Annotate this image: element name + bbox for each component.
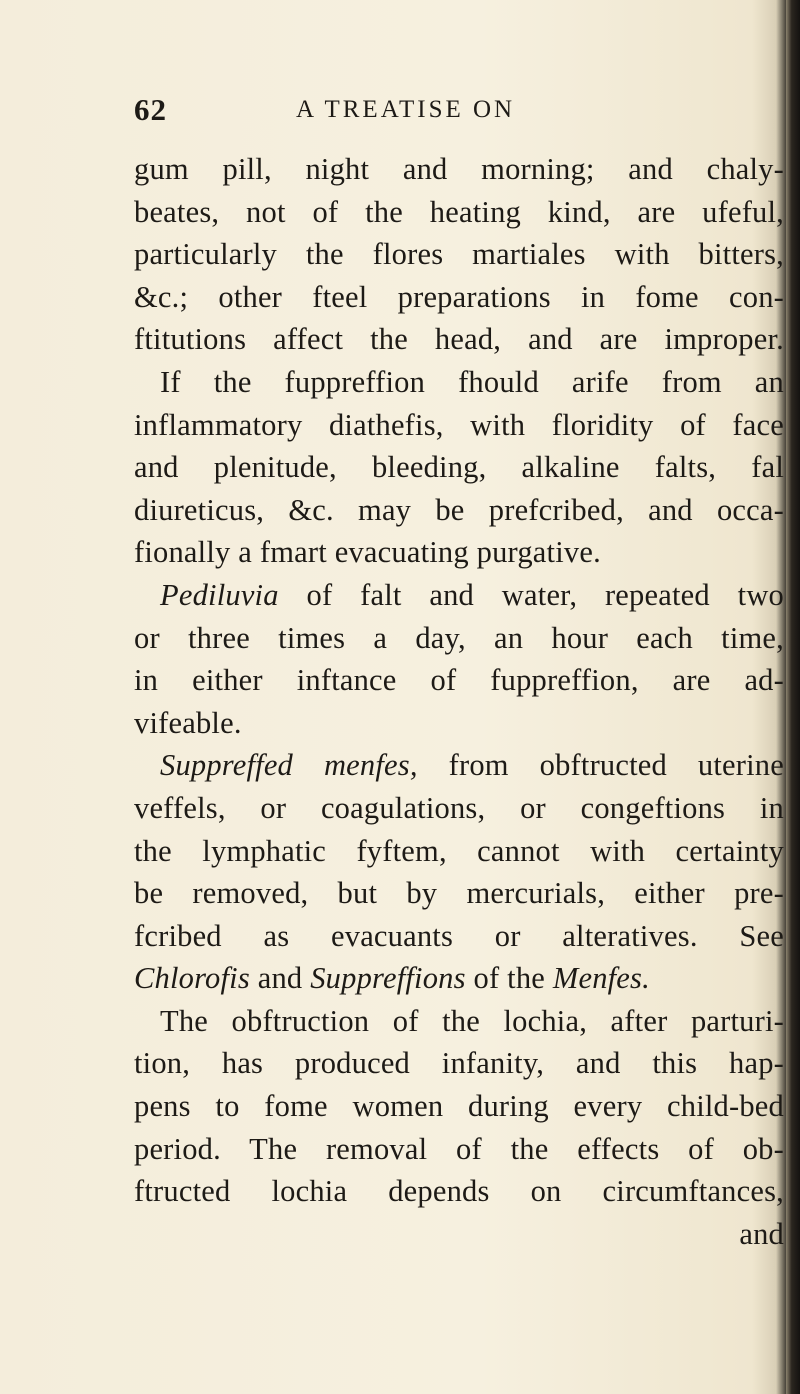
text-segment: particularly the flores martiales with bitters, [134,237,784,272]
text-segment: fcribed as evacuants or alteratives. See [134,918,784,953]
text-line [134,915,784,958]
text-line [134,744,784,787]
text-line [134,659,784,702]
text-segment: ftitutions affect the head, and are improper. [134,322,784,357]
text-line [134,787,784,830]
text-line [134,404,784,447]
text-segment: beates, not of the heating kind, are ufeful, [134,194,784,229]
page-header [134,92,774,142]
binding-edge [786,0,800,1394]
running-title: A TREATISE ON [296,96,516,123]
text-line [134,957,784,1000]
text-line [134,1213,784,1256]
text-line [134,531,784,574]
italic-text: Menfes. [552,961,650,996]
text-line [134,617,784,660]
text-segment: gum pill, night and morning; and chaly- [134,152,784,186]
italic-text: Suppreffions [310,961,466,996]
text-segment: vifeable. [134,705,242,740]
text-segment: The obftruction of the lochia, after parturi- [160,1003,784,1038]
text-line [134,446,784,489]
italic-text: Suppreffed menfes, [160,748,418,783]
text-segment: or three times a day, an hour each time, [134,620,784,655]
text-line [134,830,784,873]
italic-text: Chlorofis [134,961,250,996]
page-number: 62 [134,92,167,127]
text-line [134,318,784,361]
text-segment: and plenitude, bleeding, alkaline falts, fal [134,450,784,485]
text-segment: and [739,1216,784,1251]
text-segment: veffels, or coagulations, or congeftions in [134,790,784,825]
text-line [134,702,784,745]
text-line [134,148,784,191]
text-segment: fionally a fmart evacuating purgative. [134,535,601,570]
text-segment: and [249,961,311,996]
text-line [134,1085,784,1128]
text-segment: in either inftance of fuppreffion, are ad- [134,663,784,698]
text-segment: of falt and water, repeated two [278,577,784,612]
text-segment: ftructed lochia depends on circumftances, [134,1174,784,1209]
text-segment: If the fuppreffion fhould arife from an [160,364,784,399]
text-line [134,489,784,532]
text-segment: from obftructed uterine [417,748,784,783]
text-line [134,233,784,276]
body-text [134,148,784,1255]
text-line [134,1170,784,1213]
text-line [134,1000,784,1043]
text-segment: the lymphatic fyftem, cannot with certainty [134,833,784,868]
text-line [134,872,784,915]
text-segment: of the [465,961,553,996]
text-segment: period. The removal of the effects of ob- [134,1131,784,1166]
text-segment: tion, has produced infanity, and this hap- [134,1046,784,1081]
italic-text: Pediluvia [160,577,279,612]
text-line [134,1128,784,1171]
text-segment: be removed, but by mercurials, either pre- [134,876,784,911]
text-segment: pens to fome women during every child-bed [134,1089,784,1124]
text-line [134,1042,784,1085]
text-line [134,361,784,404]
text-line [134,276,784,319]
text-line [134,574,784,617]
text-segment: diureticus, &c. may be prefcribed, and occa- [134,492,784,527]
text-segment: inflammatory diathefis, with floridity of face [134,407,784,442]
text-line [134,191,784,234]
text-segment: &c.; other fteel preparations in fome con- [134,279,784,314]
